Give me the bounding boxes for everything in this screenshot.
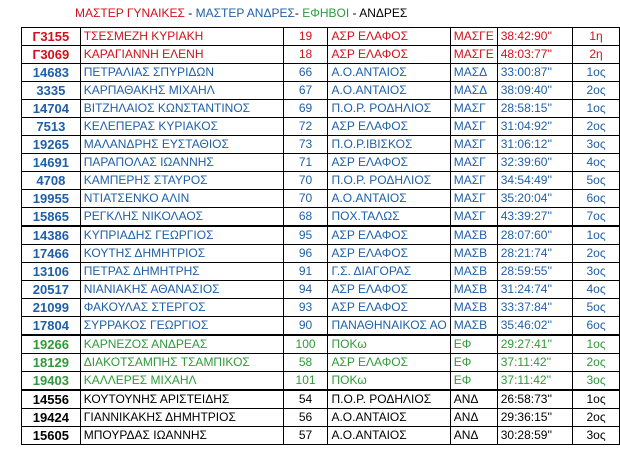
age-cell: 70 [283,172,328,190]
header-youth: ΕΦΗΒΟΙ [302,6,350,20]
age-cell: 90 [283,317,328,336]
table-row [22,28,620,46]
finish-time-cell: 37:11:42'' [497,372,572,391]
bib-number-cell: 17466 [22,245,81,263]
table-row [22,172,620,190]
bib-number-cell: 18129 [22,354,81,372]
table-row [22,281,620,299]
athlete-name-cell: ΓΙΑΝΝΙΚΑΚΗΣ ΔΗΜΗΤΡΙΟΣ [80,409,283,427]
bib-number-cell: 19403 [22,372,81,391]
age-cell: 68 [283,208,328,227]
finish-time-cell: 28:59:55'' [497,263,572,281]
rank-cell: 1ος [573,64,620,82]
rank-cell: 4ος [573,154,620,172]
category-cell: ΜΑΣΓ [450,154,497,172]
age-cell: 69 [283,100,328,118]
rank-cell: 6ος [573,190,620,208]
category-cell: ΜΑΣΓΕ [450,28,497,46]
results-table-body [22,28,620,445]
age-cell: 94 [283,281,328,299]
club-cell: ΑΣΡ ΕΛΑΦΟΣ [328,28,450,46]
table-row [22,354,620,372]
age-cell: 58 [283,354,328,372]
club-cell: Α.Ο.ΑΝΤΑΙΟΣ [328,190,450,208]
club-cell: ΑΣΡ ΕΛΑΦΟΣ [328,46,450,64]
bib-number-cell: Γ3155 [22,28,81,46]
table-row [22,372,620,391]
category-cell: ΑΝΔ [450,390,497,409]
rank-cell: 3ος [573,136,620,154]
club-cell: Π.Ο.Ρ. ΡΟΔΗΛΙΟΣ [328,172,450,190]
rank-cell: 2η [573,46,620,64]
athlete-name-cell: ΚΑΡΑΓΙΑΝΝΗ ΕΛΕΝΗ [80,46,283,64]
athlete-name-cell: ΚΑΜΠΕΡΗΣ ΣΤΑΥΡΟΣ [80,172,283,190]
club-cell: Α.Ο.ΑΝΤΑΙΟΣ [328,427,450,445]
table-row [22,390,620,409]
bib-number-cell: 7513 [22,118,81,136]
club-cell: ΠΑΝΑΘΗΝΑΙΚΟΣ ΑΟ [328,317,450,336]
header-separator: - [184,6,196,20]
finish-time-cell: 31:06:12'' [497,136,572,154]
bib-number-cell: 14556 [22,390,81,409]
category-cell: ΜΑΣΒ [450,299,497,317]
bib-number-cell: 14704 [22,100,81,118]
table-row [22,118,620,136]
table-row [22,46,620,64]
header-adults: ΑΝΔΡΕΣ [359,6,408,20]
athlete-name-cell: ΝΤΙΑΤΣΕΝΚΟ ΑΛΙΝ [80,190,283,208]
bib-number-cell: 19955 [22,190,81,208]
age-cell: 56 [283,409,328,427]
rank-cell: 5ος [573,172,620,190]
athlete-name-cell: ΚΟΥΤΗΣ ΔΗΜΗΤΡΙΟΣ [80,245,283,263]
header-separator: - [294,6,303,20]
finish-time-cell: 38:42:90'' [497,28,572,46]
rank-cell: 2ος [573,245,620,263]
finish-time-cell: 28:07:60'' [497,226,572,245]
header-separator: - [349,6,360,20]
table-row [22,409,620,427]
rank-cell: 1ος [573,226,620,245]
category-cell: ΜΑΣΓ [450,208,497,227]
finish-time-cell: 30:28:59'' [497,427,572,445]
rank-cell: 3ος [573,372,620,391]
bib-number-cell: 4708 [22,172,81,190]
table-row [22,154,620,172]
age-cell: 100 [283,335,328,354]
bib-number-cell: 14386 [22,226,81,245]
table-row [22,299,620,317]
category-cell: ΜΑΣΓ [450,136,497,154]
club-cell: Α.Ο.ΑΝΤΑΙΟΣ [328,64,450,82]
club-cell: Π.Ο.Ρ.ΙΒΙΣΚΟΣ [328,136,450,154]
table-row [22,263,620,281]
category-cell: ΜΑΣΓ [450,100,497,118]
athlete-name-cell: ΡΕΓΚΛΗΣ ΝΙΚΟΛΑΟΣ [80,208,283,227]
finish-time-cell: 28:21:74'' [497,245,572,263]
table-row [22,335,620,354]
age-cell: 67 [283,82,328,100]
category-cell: ΑΝΔ [450,409,497,427]
table-row [22,427,620,445]
category-cell: ΕΦ [450,354,497,372]
category-cell: ΜΑΣΒ [450,317,497,336]
age-cell: 71 [283,154,328,172]
athlete-name-cell: ΚΑΡΝΕΖΟΣ ΑΝΔΡΕΑΣ [80,335,283,354]
table-row [22,208,620,227]
category-cell: ΜΑΣΒ [450,281,497,299]
club-cell: Α.Ο.ΑΝΤΑΙΟΣ [328,82,450,100]
bib-number-cell: 13106 [22,263,81,281]
bib-number-cell: 20517 [22,281,81,299]
rank-cell: 1η [573,28,620,46]
category-cell: ΜΑΣΔ [450,64,497,82]
age-cell: 96 [283,245,328,263]
table-row [22,64,620,82]
age-cell: 91 [283,263,328,281]
age-cell: 54 [283,390,328,409]
athlete-name-cell: ΚΕΛΕΠΕΡΑΣ ΚΥΡΙΑΚΟΣ [80,118,283,136]
club-cell: ΑΣΡ ΕΛΑΦΟΣ [328,299,450,317]
age-cell: 66 [283,64,328,82]
rank-cell: 3ος [573,427,620,445]
age-cell: 73 [283,136,328,154]
age-cell: 70 [283,190,328,208]
category-cell: ΕΦ [450,335,497,354]
athlete-name-cell: ΚΥΠΡΙΑΔΗΣ ΓΕΩΡΓΙΟΣ [80,226,283,245]
header-women: ΜΑΣΤΕΡ ΓΥΝΑΙΚΕΣ [75,6,185,20]
rank-cell: 1ος [573,100,620,118]
athlete-name-cell: ΣΥΡΡΑΚΟΣ ΓΕΩΡΓΙΟΣ [80,317,283,336]
category-cell: ΜΑΣΓ [450,172,497,190]
club-cell: ΠΟΧ.ΤΑΛΩΣ [328,208,450,227]
athlete-name-cell: ΦΑΚΟΥΛΑΣ ΣΤΕΡΓΟΣ [80,299,283,317]
club-cell: ΑΣΡ ΕΛΑΦΟΣ [328,226,450,245]
table-row [22,82,620,100]
bib-number-cell: 21099 [22,299,81,317]
results-table [21,27,620,445]
category-cell: ΜΑΣΓΕ [450,46,497,64]
table-row [22,245,620,263]
bib-number-cell: 14683 [22,64,81,82]
age-cell: 57 [283,427,328,445]
bib-number-cell: 19424 [22,409,81,427]
finish-time-cell: 38:09:40'' [497,82,572,100]
finish-time-cell: 29:27:41'' [497,335,572,354]
club-cell: ΑΣΡ ΕΛΑΦΟΣ [328,118,450,136]
club-cell: Π.Ο.Ρ. ΡΟΔΗΛΙΟΣ [328,390,450,409]
category-cell: ΕΦ [450,372,497,391]
athlete-name-cell: ΔΙΑΚΟΤΣΑΜΠΗΣ ΤΣΑΜΠΙΚΟΣ [80,354,283,372]
bib-number-cell: 15605 [22,427,81,445]
finish-time-cell: 35:20:04'' [497,190,572,208]
age-cell: 93 [283,299,328,317]
rank-cell: 5ος [573,299,620,317]
finish-time-cell: 43:39:27'' [497,208,572,227]
finish-time-cell: 35:46:02'' [497,317,572,336]
athlete-name-cell: ΚΟΥΤΟΥΝΗΣ ΑΡΙΣΤΕΙΔΗΣ [80,390,283,409]
club-cell: ΑΣΡ ΕΛΑΦΟΣ [328,281,450,299]
category-cell: ΜΑΣΒ [450,245,497,263]
club-cell: ΠΟΚω [328,335,450,354]
club-cell: ΑΣΡ ΕΛΑΦΟΣ [328,245,450,263]
athlete-name-cell: ΚΑΛΛΕΡΕΣ ΜΙΧΑΗΛ [80,372,283,391]
finish-time-cell: 32:39:60'' [497,154,572,172]
athlete-name-cell: ΠΕΤΡΑΛΙΑΣ ΣΠΥΡΙΔΩΝ [80,64,283,82]
athlete-name-cell: ΜΑΛΑΝΔΡΗΣ ΕΥΣΤΑΘΙΟΣ [80,136,283,154]
finish-time-cell: 26:58:73'' [497,390,572,409]
athlete-name-cell: ΤΣΕΣΜΕΖΗ ΚΥΡΙΑΚΗ [80,28,283,46]
athlete-name-cell: ΒΙΤΖΗΛΑΙΟΣ ΚΩΝΣΤΑΝΤΙΝΟΣ [80,100,283,118]
age-cell: 18 [283,46,328,64]
finish-time-cell: 31:24:74'' [497,281,572,299]
rank-cell: 2ος [573,82,620,100]
club-cell: ΠΟΚω [328,372,450,391]
finish-time-cell: 34:54:49'' [497,172,572,190]
finish-time-cell: 33:00:87'' [497,64,572,82]
bib-number-cell: 15865 [22,208,81,227]
club-cell: Γ.Σ. ΔΙΑΓΟΡΑΣ [328,263,450,281]
finish-time-cell: 33:37:84'' [497,299,572,317]
finish-time-cell: 48:03:77'' [497,46,572,64]
age-cell: 72 [283,118,328,136]
club-cell: ΑΣΡ ΕΛΑΦΟΣ [328,354,450,372]
rank-cell: 2ος [573,409,620,427]
athlete-name-cell: ΜΠΟΥΡΔΑΣ ΙΩΑΝΝΗΣ [80,427,283,445]
athlete-name-cell: ΠΑΡΑΠΟΛΑΣ ΙΩΑΝΝΗΣ [80,154,283,172]
results-header [75,6,407,20]
header-men: ΜΑΣΤΕΡ ΑΝΔΡΕΣ [195,6,295,20]
table-row [22,136,620,154]
rank-cell: 2ος [573,118,620,136]
rank-cell: 3ος [573,263,620,281]
rank-cell: 1ος [573,390,620,409]
age-cell: 101 [283,372,328,391]
category-cell: ΜΑΣΓ [450,118,497,136]
club-cell: Α.Ο.ΑΝΤΑΙΟΣ [328,409,450,427]
bib-number-cell: 17804 [22,317,81,336]
table-row [22,226,620,245]
finish-time-cell: 28:58:15'' [497,100,572,118]
category-cell: ΑΝΔ [450,427,497,445]
table-row [22,317,620,336]
category-cell: ΜΑΣΔ [450,82,497,100]
rank-cell: 2ος [573,354,620,372]
category-cell: ΜΑΣΒ [450,263,497,281]
bib-number-cell: Γ3069 [22,46,81,64]
rank-cell: 1ος [573,335,620,354]
bib-number-cell: 19266 [22,335,81,354]
table-row [22,190,620,208]
category-cell: ΜΑΣΒ [450,226,497,245]
athlete-name-cell: ΝΙΑΝΙΑΚΗΣ ΑΘΑΝΑΣΙΟΣ [80,281,283,299]
rank-cell: 4ος [573,281,620,299]
finish-time-cell: 29:36:15'' [497,409,572,427]
rank-cell: 7ος [573,208,620,227]
age-cell: 19 [283,28,328,46]
bib-number-cell: 14691 [22,154,81,172]
table-row [22,100,620,118]
athlete-name-cell: ΠΕΤΡΑΣ ΔΗΜΗΤΡΗΣ [80,263,283,281]
rank-cell: 6ος [573,317,620,336]
age-cell: 95 [283,226,328,245]
finish-time-cell: 31:04:92'' [497,118,572,136]
bib-number-cell: 19265 [22,136,81,154]
club-cell: Π.Ο.Ρ. ΡΟΔΗΛΙΟΣ [328,100,450,118]
club-cell: ΑΣΡ ΕΛΑΦΟΣ [328,154,450,172]
finish-time-cell: 37:11:42'' [497,354,572,372]
bib-number-cell: 3335 [22,82,81,100]
athlete-name-cell: ΚΑΡΠΑΘΑΚΗΣ ΜΙΧΑΗΛ [80,82,283,100]
category-cell: ΜΑΣΓ [450,190,497,208]
